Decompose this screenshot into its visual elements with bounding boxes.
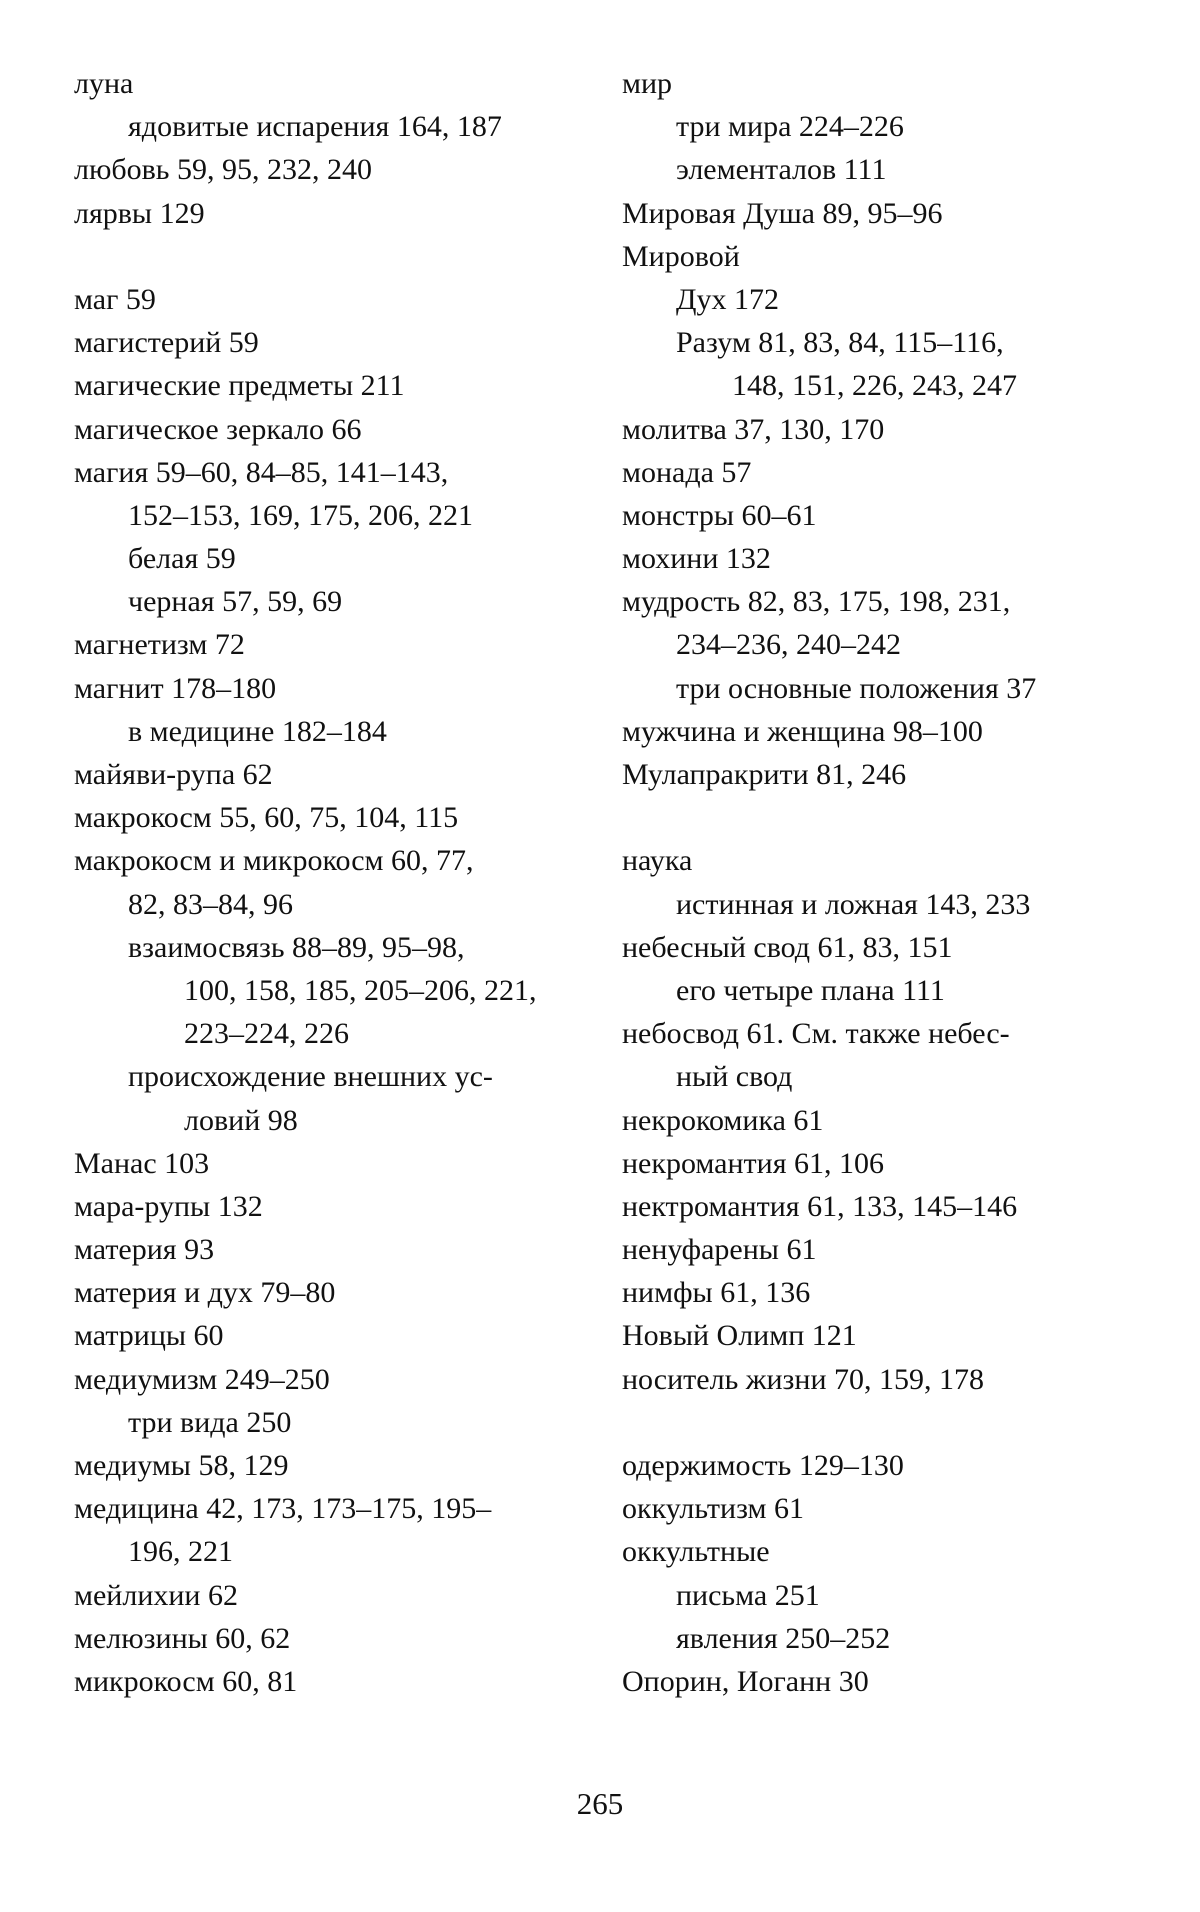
index-subentry: ловий 98 <box>184 1103 298 1137</box>
index-entry: некромантия 61, 106 <box>622 1146 884 1180</box>
index-subentry: три основные положения 37 <box>676 671 1037 705</box>
index-entry: магическое зеркало 66 <box>74 412 362 446</box>
index-entry: носитель жизни 70, 159, 178 <box>622 1362 984 1396</box>
index-entry: медиумы 58, 129 <box>74 1449 289 1482</box>
index-subentry: 148, 151, 226, 243, 247 <box>732 369 1017 403</box>
index-subentry: в медицине 182–184 <box>128 714 387 748</box>
index-entry: макрокосм 55, 60, 75, 104, 115 <box>74 801 459 835</box>
index-entry: магнетизм 72 <box>74 628 245 662</box>
index-entry: мохини 132 <box>622 542 771 576</box>
index-entry: оккультные <box>622 1535 770 1569</box>
index-subentry: ный свод <box>676 1060 793 1094</box>
index-subentry: 152–153, 169, 175, 206, 221 <box>128 498 473 532</box>
index-entry: мелюзины 60, 62 <box>74 1621 291 1655</box>
index-entry: любовь 59, 95, 232, 240 <box>74 153 372 187</box>
index-entry: Новый Олимп 121 <box>622 1319 857 1353</box>
index-subentry: истинная и ложная 143, 233 <box>676 887 1031 921</box>
index-entry: Опорин, Иоганн 30 <box>622 1664 869 1698</box>
index-entry: магия 59–60, 84–85, 141–143, <box>74 455 449 489</box>
index-subentry: явления 250–252 <box>676 1621 891 1655</box>
index-entry: маг 59 <box>74 282 156 316</box>
index-entry: магнит 178–180 <box>74 671 277 705</box>
index-entry: Мировая Душа 89, 95–96 <box>622 196 943 230</box>
index-subentry: письма 251 <box>676 1578 820 1612</box>
index-entry: небосвод 61. См. также небес- <box>622 1017 1010 1051</box>
index-subentry: белая 59 <box>128 542 236 576</box>
index-subentry: 100, 158, 185, 205–206, 221, <box>184 973 537 1007</box>
index-entry: монстры 60–61 <box>622 498 817 532</box>
index-entry: молитва 37, 130, 170 <box>622 412 885 446</box>
index-entry: мир <box>622 67 673 100</box>
index-subentry: его четыре плана 111 <box>676 973 945 1007</box>
index-entry: одержимость 129–130 <box>622 1449 904 1482</box>
index-subentry: 82, 83–84, 96 <box>128 887 293 921</box>
index-subentry: 223–224, 226 <box>184 1017 349 1051</box>
index-subentry: 234–236, 240–242 <box>676 628 901 662</box>
index-entry: медицина 42, 173, 173–175, 195– <box>74 1492 492 1526</box>
index-subentry: черная 57, 59, 69 <box>128 585 343 619</box>
page-number: 265 <box>576 1786 624 1821</box>
index-entry: медиумизм 249–250 <box>74 1362 330 1396</box>
index-entry: микрокосм 60, 81 <box>74 1664 298 1698</box>
index-entry: матрицы 60 <box>74 1319 224 1353</box>
index-entry: оккультизм 61 <box>622 1492 804 1526</box>
index-entry: Мировой <box>622 239 740 273</box>
index-entry: магические предметы 211 <box>74 369 405 403</box>
index-subentry: взаимосвязь 88–89, 95–98, <box>128 930 465 964</box>
index-entry: мужчина и женщина 98–100 <box>622 714 983 748</box>
index-entry: лярвы 129 <box>74 196 205 230</box>
index-subentry: три мира 224–226 <box>676 110 904 144</box>
index-subentry: три вида 250 <box>128 1405 292 1439</box>
index-blank-line <box>622 1401 1122 1444</box>
index-entry: майяви-рупа 62 <box>74 758 273 791</box>
index-entry: нектромантия 61, 133, 145–146 <box>622 1189 1018 1223</box>
index-column-left <box>74 62 574 1703</box>
index-entry: наука <box>622 844 693 878</box>
index-subentry: ядовитые испарения 164, 187 <box>128 110 502 144</box>
index-entry: материя и дух 79–80 <box>74 1276 336 1310</box>
index-subentry: происхождение внешних ус- <box>128 1060 493 1094</box>
index-entry: ненуфарены 61 <box>622 1233 817 1267</box>
index-subentry: Разум 81, 83, 84, 115–116, <box>676 326 1004 360</box>
index-blank-line <box>74 235 574 278</box>
index-entry: монада 57 <box>622 455 752 489</box>
index-entry: макрокосм и микрокосм 60, 77, <box>74 844 474 878</box>
index-entry: небесный свод 61, 83, 151 <box>622 930 953 964</box>
index-column-right <box>622 62 1122 1703</box>
index-blank-line <box>622 796 1122 839</box>
index-entry: мара-рупы 132 <box>74 1189 263 1223</box>
index-entry: нимфы 61, 136 <box>622 1276 811 1310</box>
index-entry: материя 93 <box>74 1233 215 1267</box>
index-entry: мудрость 82, 83, 175, 198, 231, <box>622 585 1011 619</box>
index-entry: луна <box>74 67 134 100</box>
index-entry: мейлихии 62 <box>74 1578 238 1612</box>
index-subentry: 196, 221 <box>128 1535 233 1569</box>
index-entry: магистерий 59 <box>74 326 259 360</box>
index-subentry: элементалов 111 <box>676 153 887 187</box>
index-entry: Манас 103 <box>74 1146 210 1180</box>
index-entry: Мулапракрити 81, 246 <box>622 758 907 791</box>
index-subentry: Дух 172 <box>676 282 779 316</box>
index-entry: некрокомика 61 <box>622 1103 824 1137</box>
